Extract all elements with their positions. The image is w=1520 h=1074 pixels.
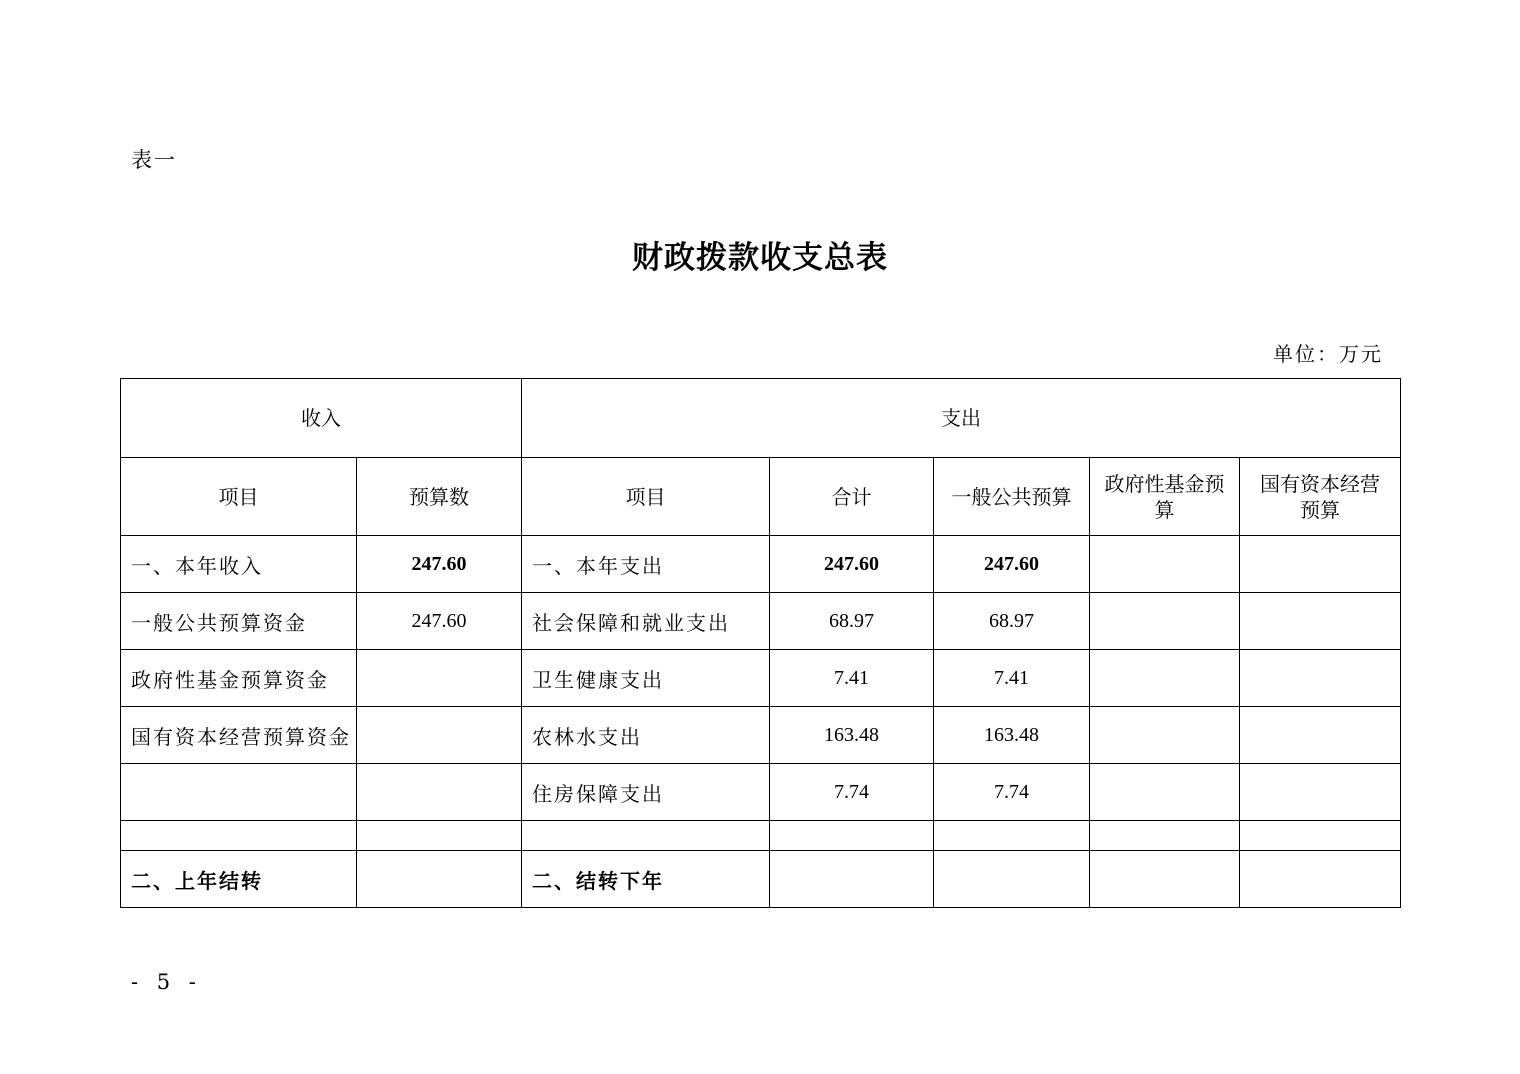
total-cell: 68.97 <box>770 593 934 650</box>
gov-fund-cell <box>1090 707 1240 764</box>
header-expense-item: 项目 <box>522 458 770 536</box>
general-budget-cell: 7.74 <box>934 764 1090 821</box>
total-cell: 7.74 <box>770 764 934 821</box>
header-row-columns <box>121 458 1401 536</box>
unit-label: 单位：万元 <box>1273 342 1383 366</box>
table-row <box>121 821 1401 851</box>
total-cell <box>770 851 934 908</box>
general-budget-cell: 247.60 <box>934 536 1090 593</box>
header-general-budget: 一般公共预算 <box>934 458 1090 536</box>
page-title: 财政拨款收支总表 <box>632 240 888 276</box>
general-budget-cell: 7.41 <box>934 650 1090 707</box>
expense-item-cell <box>522 821 770 851</box>
expense-item-cell: 一、本年支出 <box>522 536 770 593</box>
table-row <box>121 536 1401 593</box>
income-budget-cell <box>357 764 522 821</box>
table-row <box>121 650 1401 707</box>
income-item-cell <box>121 764 357 821</box>
header-income-item: 项目 <box>121 458 357 536</box>
income-item-cell: 国有资本经营预算资金 <box>121 707 357 764</box>
income-budget-cell: 247.60 <box>357 536 522 593</box>
table-row <box>121 593 1401 650</box>
header-total: 合计 <box>770 458 934 536</box>
income-item-cell: 政府性基金预算资金 <box>121 650 357 707</box>
income-budget-cell <box>357 707 522 764</box>
state-capital-cell <box>1240 536 1401 593</box>
gov-fund-cell <box>1090 536 1240 593</box>
state-capital-cell <box>1240 821 1401 851</box>
table-row <box>121 851 1401 908</box>
table-label: 表一 <box>131 148 177 172</box>
income-budget-cell: 247.60 <box>357 593 522 650</box>
gov-fund-cell <box>1090 851 1240 908</box>
state-capital-cell <box>1240 593 1401 650</box>
total-cell: 163.48 <box>770 707 934 764</box>
gov-fund-cell <box>1090 821 1240 851</box>
total-cell: 7.41 <box>770 650 934 707</box>
page-number: - 5 - <box>131 970 202 994</box>
general-budget-cell: 68.97 <box>934 593 1090 650</box>
expense-item-cell: 农林水支出 <box>522 707 770 764</box>
finance-table <box>120 378 1401 908</box>
header-expense: 支出 <box>522 379 1401 458</box>
total-cell: 247.60 <box>770 536 934 593</box>
expense-item-cell: 社会保障和就业支出 <box>522 593 770 650</box>
income-budget-cell <box>357 821 522 851</box>
header-gov-fund: 政府性基金预算 <box>1090 458 1240 536</box>
expense-item-cell: 二、结转下年 <box>522 851 770 908</box>
state-capital-cell <box>1240 764 1401 821</box>
table-row <box>121 764 1401 821</box>
table-row <box>121 707 1401 764</box>
general-budget-cell: 163.48 <box>934 707 1090 764</box>
income-budget-cell <box>357 851 522 908</box>
income-item-cell <box>121 821 357 851</box>
state-capital-cell <box>1240 707 1401 764</box>
general-budget-cell <box>934 821 1090 851</box>
general-budget-cell <box>934 851 1090 908</box>
state-capital-cell <box>1240 851 1401 908</box>
state-capital-cell <box>1240 650 1401 707</box>
total-cell <box>770 821 934 851</box>
expense-item-cell: 卫生健康支出 <box>522 650 770 707</box>
expense-item-cell: 住房保障支出 <box>522 764 770 821</box>
header-income: 收入 <box>121 379 522 458</box>
header-income-budget: 预算数 <box>357 458 522 536</box>
income-item-cell: 二、上年结转 <box>121 851 357 908</box>
gov-fund-cell <box>1090 593 1240 650</box>
header-state-capital: 国有资本经营预算 <box>1240 458 1401 536</box>
income-item-cell: 一般公共预算资金 <box>121 593 357 650</box>
income-item-cell: 一、本年收入 <box>121 536 357 593</box>
gov-fund-cell <box>1090 650 1240 707</box>
income-budget-cell <box>357 650 522 707</box>
gov-fund-cell <box>1090 764 1240 821</box>
header-row-group <box>121 379 1401 458</box>
